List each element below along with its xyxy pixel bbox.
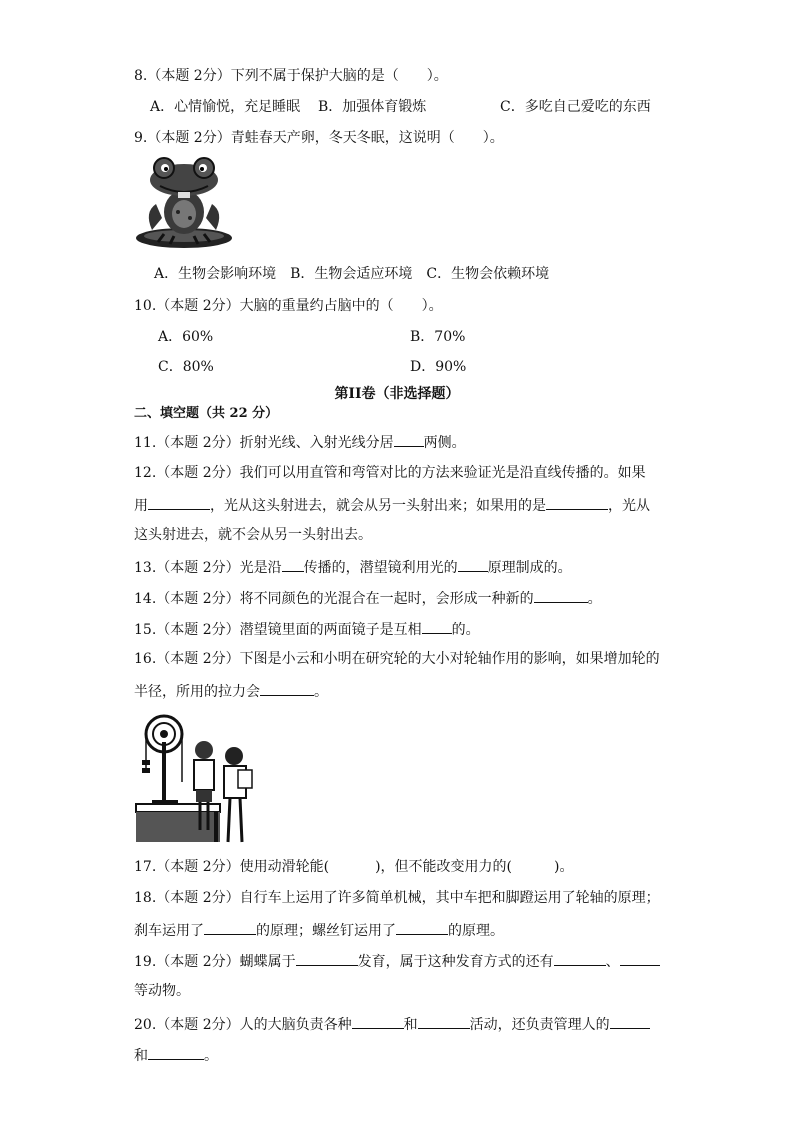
q14 bbox=[134, 587, 602, 609]
answer-blank[interactable] bbox=[422, 618, 452, 634]
answer-blank[interactable] bbox=[458, 556, 488, 572]
q16-line1: 16.（本题 2分）下图是小云和小明在研究轮的大小对轮轴作用的影响，如果增加轮的 bbox=[134, 651, 660, 667]
q20-line1 bbox=[134, 1013, 650, 1035]
q18-text-c: 的原理。 bbox=[448, 923, 504, 939]
q9-options: A．生物会影响环境 B．生物会适应环境 C．生物会依赖环境 bbox=[154, 266, 550, 282]
q8-option-c: C．多吃自己爱吃的东西 bbox=[500, 99, 651, 115]
answer-blank[interactable] bbox=[396, 919, 448, 935]
q20-text-c: 活动，还负责管理人的 bbox=[469, 1017, 610, 1033]
q20-text-e: 。 bbox=[204, 1048, 218, 1064]
answer-blank[interactable] bbox=[620, 950, 660, 966]
q8-option-a: A．心情愉悦，充足睡眠 bbox=[150, 99, 301, 115]
q20-text-b: 和 bbox=[403, 1017, 418, 1033]
q15 bbox=[134, 618, 480, 640]
answer-blank[interactable] bbox=[296, 950, 358, 966]
q20-text-a: 20.（本题 2分）人的大脑负责各种 bbox=[134, 1017, 352, 1033]
q11-text-b: 两侧。 bbox=[423, 435, 466, 451]
answer-blank[interactable] bbox=[394, 431, 424, 447]
q10-option-b: B．70% bbox=[410, 329, 466, 345]
q9-stem: 9.（本题 2分）青蛙春天产卵，冬天冬眠，这说明（ ）。 bbox=[134, 130, 504, 146]
q15-text-a: 15.（本题 2分）潜望镜里面的两面镜子是互相 bbox=[134, 622, 422, 638]
q18-text-a: 刹车运用了 bbox=[134, 923, 204, 939]
q8-stem: 8.（本题 2分）下列不属于保护大脑的是（ ）。 bbox=[134, 68, 448, 84]
q12-text-c: ，光从 bbox=[608, 498, 650, 514]
answer-blank[interactable] bbox=[534, 587, 588, 603]
q13-text-a: 13.（本题 2分）光是沿 bbox=[134, 560, 282, 576]
q10-option-c: C．80% bbox=[158, 359, 214, 375]
q17-text-a: 17.（本题 2分）使用动滑轮能( bbox=[134, 859, 330, 875]
q10-option-a: A．60% bbox=[158, 329, 214, 345]
answer-blank[interactable] bbox=[352, 1013, 404, 1029]
answer-blank[interactable] bbox=[282, 556, 304, 572]
q17-text-c: )。 bbox=[554, 859, 574, 875]
q15-text-b: 的。 bbox=[451, 622, 480, 638]
q19-text-b: 发育，属于这种发育方式的还有 bbox=[357, 954, 554, 970]
q8-option-b: B．加强体育锻炼 bbox=[318, 99, 427, 115]
q14-text-b: 。 bbox=[587, 591, 602, 607]
wheel-axle-experiment-image bbox=[134, 712, 260, 844]
part-title: 第II卷（非选择题） bbox=[334, 386, 460, 402]
frog-on-lilypad-image bbox=[134, 152, 234, 250]
q16-text-a: 半径，所用的拉力会 bbox=[134, 684, 260, 700]
q17-text-b: )，但不能改变用力的( bbox=[375, 859, 513, 875]
q19-line2: 等动物。 bbox=[134, 983, 190, 999]
q10-option-d: D．90% bbox=[410, 359, 467, 375]
q11-text-a: 11.（本题 2分）折射光线、入射光线分居 bbox=[134, 435, 394, 451]
q20-text-d: 和 bbox=[134, 1048, 148, 1064]
answer-blank[interactable] bbox=[260, 680, 314, 696]
q13 bbox=[134, 556, 572, 578]
q19-line1 bbox=[134, 950, 660, 972]
q16-line2 bbox=[134, 680, 328, 702]
q16-text-b: 。 bbox=[314, 684, 328, 700]
q12-line3: 这头射进去，就不会从另一头射出去。 bbox=[134, 527, 372, 543]
q14-text-a: 14.（本题 2分）将不同颜色的光混合在一起时，会形成一种新的 bbox=[134, 591, 534, 607]
q19-text-c: 、 bbox=[605, 954, 620, 970]
q12-line2 bbox=[134, 494, 650, 516]
q18-line1: 18.（本题 2分）自行车上运用了许多简单机械，其中车把和脚蹬运用了轮轴的原理； bbox=[134, 890, 660, 906]
q10-stem: 10.（本题 2分）大脑的重量约占脑中的（ ）。 bbox=[134, 298, 443, 314]
q13-text-c: 原理制成的。 bbox=[487, 560, 572, 576]
answer-blank[interactable] bbox=[554, 950, 606, 966]
answer-blank[interactable] bbox=[148, 494, 210, 510]
q17 bbox=[134, 857, 574, 877]
q13-text-b: 传播的，潜望镜利用光的 bbox=[303, 560, 458, 576]
answer-blank[interactable] bbox=[610, 1013, 650, 1029]
q11 bbox=[134, 431, 466, 453]
q12-line1: 12.（本题 2分）我们可以用直管和弯管对比的方法来验证光是沿直线传播的。如果 bbox=[134, 465, 646, 481]
q19-text-a: 19.（本题 2分）蝴蝶属于 bbox=[134, 954, 296, 970]
q12-text-a: 用 bbox=[134, 498, 148, 514]
q18-line2 bbox=[134, 919, 504, 941]
q18-text-b: 的原理；螺丝钉运用了 bbox=[256, 923, 396, 939]
section-title: 二、填空题（共 22 分） bbox=[134, 406, 279, 421]
q12-text-b: ，光从这头射进去，就会从另一头射出来；如果用的是 bbox=[210, 498, 546, 514]
answer-blank[interactable] bbox=[546, 494, 608, 510]
answer-blank[interactable] bbox=[148, 1044, 204, 1060]
q20-line2 bbox=[134, 1044, 218, 1066]
answer-blank[interactable] bbox=[204, 919, 256, 935]
answer-blank[interactable] bbox=[418, 1013, 470, 1029]
